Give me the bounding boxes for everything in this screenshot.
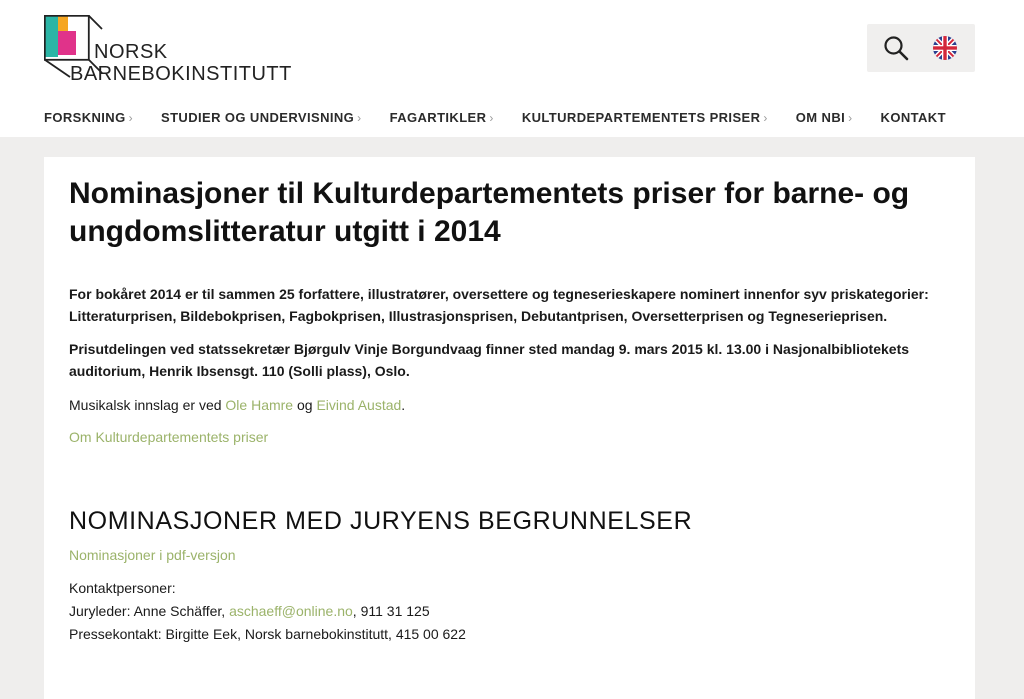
contacts-heading: Kontaktpersoner: [69,580,176,596]
chevron-right-icon: › [848,111,853,125]
music-prefix: Musikalsk innslag er ved [69,397,226,413]
main-nav [44,110,974,125]
page-title: Nominasjoner til Kulturdepartementets priser for barne- og ungdomslitteratur utgitt i 2014 [69,177,910,248]
chevron-right-icon: › [763,111,768,125]
link-about-prizes[interactable]: Om Kulturdepartementets priser [69,429,269,445]
nav-label: FAGARTIKLER [389,110,487,125]
music-suffix: . [401,397,406,413]
nav-item-priser[interactable] [522,110,768,125]
article-content [44,157,975,699]
chevron-right-icon: › [128,111,134,125]
intro-paragraph: For bokåret 2014 er til sammen 25 forfattere, illustratører, oversettere og tegneserieskapere nominert innenfor syv priskategorier: Litteraturprisen, Bildebokprisen, Fagbokprisen, Illustrasjonsprisen, Debutantprisen, Oversetterprisen og Tegneserieprisen. [69,286,929,324]
logo-text-line1: NORSK [94,41,168,63]
chevron-right-icon: › [357,111,362,125]
header-tools [867,24,975,72]
uk-flag-icon[interactable] [932,35,958,61]
nav-label: KULTURDEPARTEMENTETS PRISER [521,110,761,125]
site-header [0,0,1024,137]
pdf-link-paragraph [69,544,949,566]
chevron-right-icon: › [489,111,494,125]
nav-item-kontakt[interactable] [881,110,946,125]
nav-label: STUDIER OG UNDERVISNING [161,110,355,125]
music-paragraph [69,394,949,416]
section-title: NOMINASJONER MED JURYENS BEGRUNNELSER [69,507,693,535]
about-link-paragraph [69,426,949,448]
jury-prefix: Juryleder: Anne Schäffer, [69,603,230,619]
jury-suffix: , 911 31 125 [352,603,430,619]
link-pdf-version[interactable]: Nominasjoner i pdf-versjon [69,547,236,563]
link-jury-email[interactable]: aschaeff@online.no [229,603,353,619]
jury-contact [69,600,949,622]
nav-item-forskning[interactable] [44,110,133,125]
music-mid: og [293,397,317,413]
link-eivind-austad[interactable]: Eivind Austad [316,397,402,413]
press-contact: Pressekontakt: Birgitte Eek, Norsk barnebokinstitutt, 415 00 622 [69,626,466,642]
nav-label: FORSKNING [44,110,126,125]
nav-item-studier[interactable] [161,110,362,125]
logo-text-line2: BARNEBOKINSTITUTT [70,63,292,85]
nav-label: KONTAKT [880,110,946,125]
nav-item-fagartikler[interactable] [390,110,494,125]
search-icon[interactable] [883,35,909,61]
nav-item-om-nbi[interactable] [796,110,853,125]
link-ole-hamre[interactable]: Ole Hamre [225,397,294,413]
ceremony-paragraph: Prisutdelingen ved statssekretær Bjørgulv Vinje Borgundvaag finner sted mandag 9. mars 2015 kl. 13.00 i Nasjonalbibliotekets auditorium, Henrik Ibsensgt. 110 (Solli plass), Oslo. [69,341,910,379]
nav-label: OM NBI [795,110,846,125]
site-logo[interactable] [44,15,294,85]
